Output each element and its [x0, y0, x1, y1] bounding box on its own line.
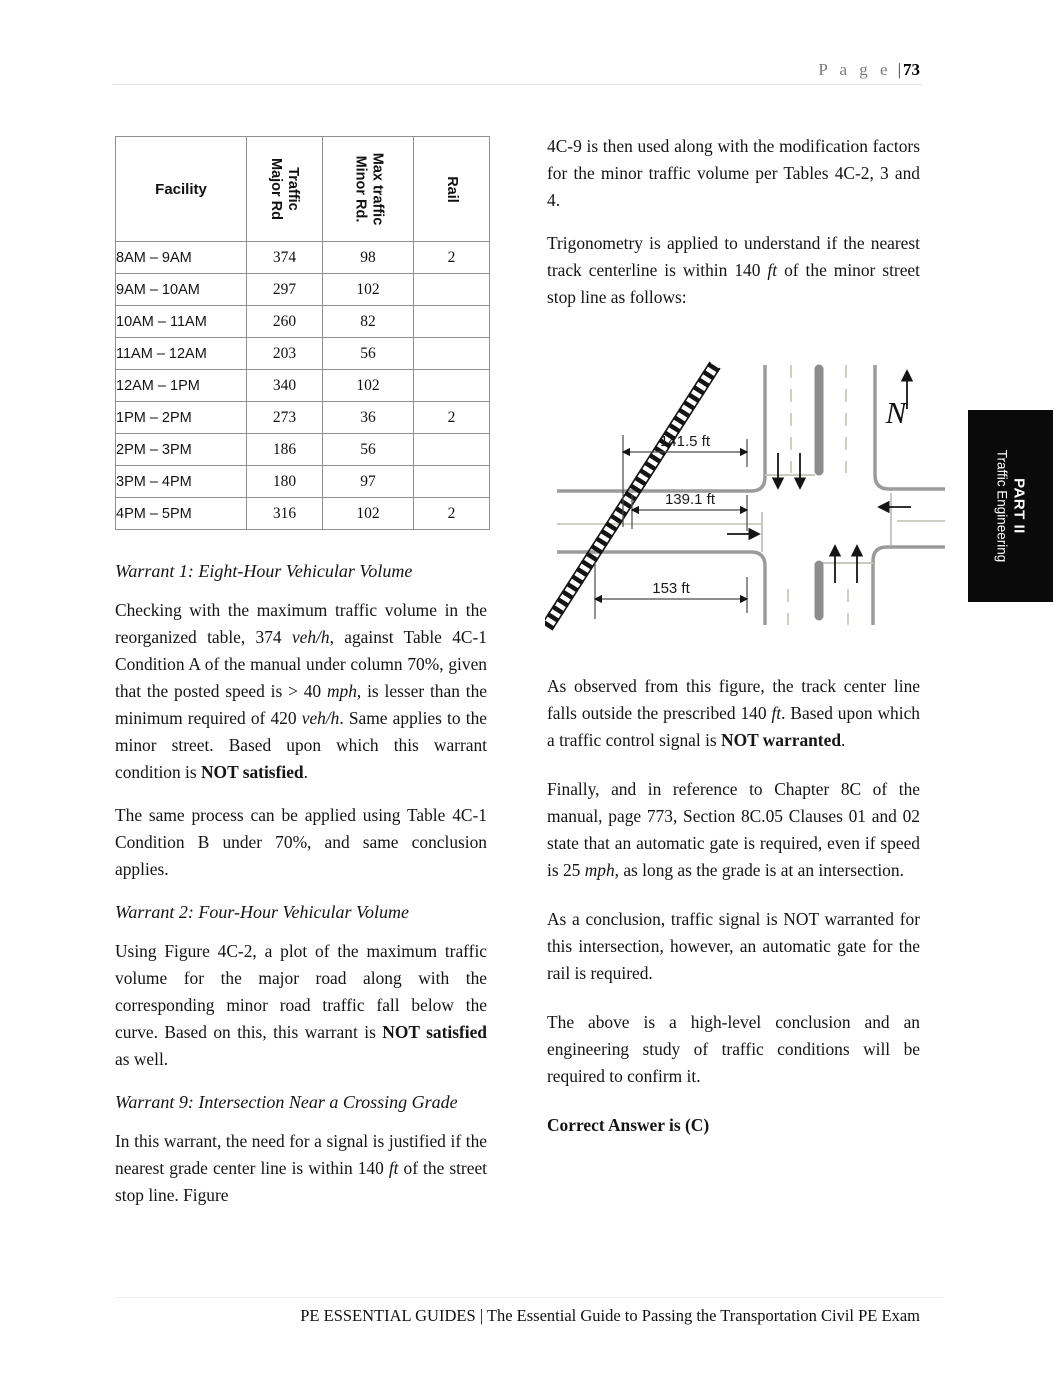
table-row [116, 274, 490, 306]
rail-cell: 2 [414, 498, 490, 530]
north-label: N [885, 395, 907, 430]
table-row [116, 498, 490, 530]
table-row [116, 338, 490, 370]
dimension-label-141: 141.5 ft [659, 433, 711, 450]
warrant9-paragraph: In this warrant, the need for a signal is justified if the nearest grade center line is within 140 ft of the street stop line. Figure [115, 1131, 487, 1205]
major-cell: 374 [247, 242, 323, 274]
minor-cell: 56 [323, 338, 414, 370]
table-row [116, 466, 490, 498]
header-divider [112, 84, 922, 85]
minor-cell: 102 [323, 498, 414, 530]
dimension-label-139: 139.1 ft [664, 491, 716, 508]
page-number: 73 [903, 60, 920, 79]
warrant2-heading: Warrant 2: Four-Hour Vehicular Volume [115, 902, 409, 922]
rail-cell [414, 466, 490, 498]
warrant2-paragraph: Using Figure 4C-2, a plot of the maximum traffic volume for the major road along with the corresponding minor road traffic fall below the curve. Based on this, this warrant is NOT satisfied as well. [115, 941, 487, 1069]
condition-b-paragraph: The same process can be applied using Table 4C-1 Condition B under 70%, and same conclusion applies. [115, 805, 487, 879]
right-text-column [547, 133, 920, 1161]
rail-cell [414, 370, 490, 402]
facility-cell: 12AM – 1PM [116, 370, 247, 402]
warrant1-paragraph: Checking with the maximum traffic volume in the reorganized table, 374 veh/h, against Table 4C-1 Condition A of the manual under column 70%, given that the posted speed is > 40 mph, is lesser than the minimum required of 420 veh/h. Same applies to the minor street. Based upon which this warrant condition is NOT satisfied. [115, 600, 487, 782]
facility-cell: 1PM – 2PM [116, 402, 247, 434]
col-header-minor-rd-max-traffic [323, 137, 414, 242]
minor-header-line2: Max traffic [369, 152, 385, 226]
table-row [116, 402, 490, 434]
side-tab-section-label: Traffic Engineering [994, 449, 1010, 563]
major-cell: 297 [247, 274, 323, 306]
part-ii-side-tab [968, 410, 1053, 602]
facility-cell: 2PM – 3PM [116, 434, 247, 466]
major-cell: 316 [247, 498, 323, 530]
major-header-line1: Major Rd [268, 157, 285, 221]
finally-paragraph: Finally, and in reference to Chapter 8C of the manual, page 773, Section 8C.05 Clauses 01 and 02 state that an automatic gate is required, even if speed is 25 mph, as long as the grade is at an intersection. [547, 779, 920, 880]
rail-cell [414, 338, 490, 370]
facility-cell: 11AM – 12AM [116, 338, 247, 370]
minor-cell: 36 [323, 402, 414, 434]
facility-cell: 4PM – 5PM [116, 498, 247, 530]
intro-paragraph: 4C-9 is then used along with the modification factors for the minor traffic volume per Tables 4C-2, 3 and 4. [547, 136, 920, 210]
table-row [116, 434, 490, 466]
page-header-label: P a g e [818, 60, 892, 79]
observed-paragraph: As observed from this figure, the track center line falls outside the prescribed 140 ft. Based upon which a traffic control signal is NOT warranted. [547, 676, 920, 750]
major-cell: 273 [247, 402, 323, 434]
major-cell: 186 [247, 434, 323, 466]
rail-cell [414, 434, 490, 466]
page-footer: PE ESSENTIAL GUIDES | The Essential Guide to Passing the Transportation Civil PE Exam [300, 1306, 920, 1325]
major-header-line2: Traffic [285, 167, 302, 211]
page-header [547, 60, 920, 80]
table-row [116, 242, 490, 274]
minor-cell: 82 [323, 306, 414, 338]
table-row [116, 306, 490, 338]
side-tab-part-label: PART II [1010, 478, 1028, 534]
minor-header-line1: Minor Rd. [352, 155, 368, 223]
left-text-column [115, 558, 487, 1225]
minor-cell: 98 [323, 242, 414, 274]
warrant1-heading: Warrant 1: Eight-Hour Vehicular Volume [115, 561, 413, 581]
conclusion-paragraph: As a conclusion, traffic signal is NOT warranted for this intersection, however, an automatic gate for the rail is required. [547, 909, 920, 983]
stop-lines [762, 475, 891, 563]
facility-cell: 8AM – 9AM [116, 242, 247, 274]
center-lines [557, 521, 945, 524]
major-cell: 260 [247, 306, 323, 338]
facility-cell: 3PM – 4PM [116, 466, 247, 498]
facility-cell: 10AM – 11AM [116, 306, 247, 338]
major-cell: 340 [247, 370, 323, 402]
footer-divider [115, 1297, 943, 1298]
rail-cell [414, 306, 490, 338]
correct-answer-line: Correct Answer is (C) [547, 1115, 710, 1135]
minor-cell: 102 [323, 274, 414, 306]
north-arrow-icon [885, 371, 909, 430]
col-header-rail [414, 137, 490, 242]
major-cell: 180 [247, 466, 323, 498]
rail-cell: 2 [414, 242, 490, 274]
minor-cell: 102 [323, 370, 414, 402]
dimension-label-153: 153 ft [652, 580, 690, 597]
trigonometry-paragraph: Trigonometry is applied to understand if the nearest track centerline is within 140 ft of the minor street stop line as follows: [547, 233, 920, 307]
warrant9-heading: Warrant 9: Intersection Near a Crossing Grade [115, 1092, 458, 1112]
rail-cell [414, 274, 490, 306]
minor-cell: 56 [323, 434, 414, 466]
high-level-paragraph: The above is a high-level conclusion and an engineering study of traffic conditions will be required to confirm it. [547, 1012, 920, 1086]
facility-cell: 9AM – 10AM [116, 274, 247, 306]
page-header-separator: | [897, 60, 901, 79]
rail-crossing-diagram [545, 355, 945, 645]
col-header-major-rd-traffic [247, 137, 323, 242]
minor-cell: 97 [323, 466, 414, 498]
table-row [116, 370, 490, 402]
table-header-row [116, 137, 490, 242]
traffic-volume-table [115, 136, 490, 530]
rail-header-line: Rail [444, 175, 460, 203]
col-header-facility: Facility [116, 137, 247, 242]
major-cell: 203 [247, 338, 323, 370]
rail-cell: 2 [414, 402, 490, 434]
